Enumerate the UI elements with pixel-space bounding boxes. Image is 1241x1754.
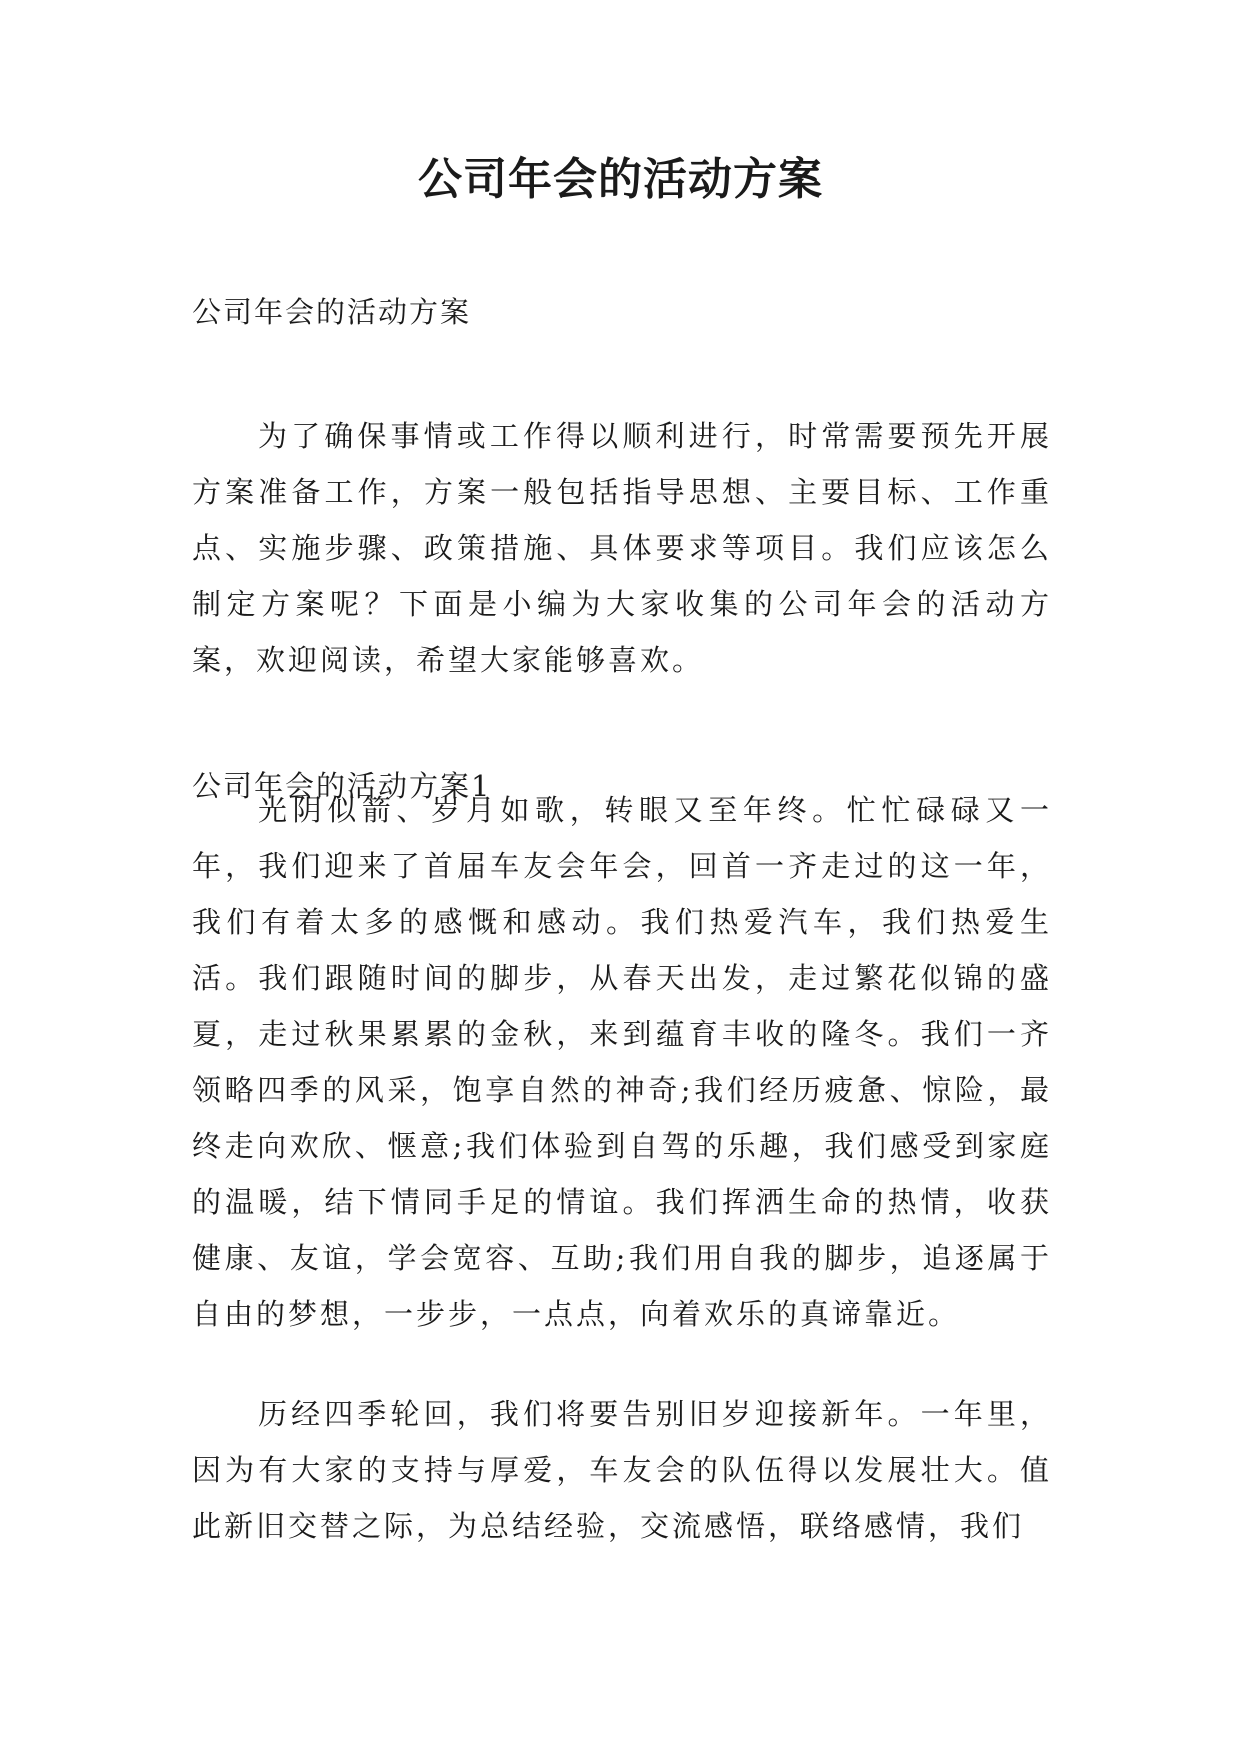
section-paragraph: 历经四季轮回，我们将要告别旧岁迎接新年。一年里，因为有大家的支持与厚爱，车友会的队伍得以发展壮大。值此新旧交替之际，为总结经验，交流感悟，联络感情，我们 [192, 1397, 1052, 1543]
section-heading: 公司年会的活动方案1 [192, 769, 492, 803]
intro-paragraph: 为了确保事情或工作得以顺利进行，时常需要预先开展方案准备工作，方案一般包括指导思想、主要目标、工作重点、实施步骤、政策措施、具体要求等项目。我们应该怎么制定方案呢？下面是小编为大家收集的公司年会的活动方案，欢迎阅读，希望大家能够喜欢。 [192, 419, 1052, 677]
document-title: 公司年会的活动方案 [418, 154, 823, 205]
section-paragraph: 光阴似箭、岁月如歌，转眼又至年终。忙忙碌碌又一年，我们迎来了首届车友会年会，回首一齐走过的这一年，我们有着太多的感慨和感动。我们热爱汽车，我们热爱生活。我们跟随时间的脚步，从春天出发，走过繁花似锦的盛夏，走过秋果累累的金秋，来到蕴育丰收的隆冬。我们一齐领略四季的风采，饱享自然的神奇;我们经历疲惫、惊险，最终走向欢欣、惬意;我们体验到自驾的乐趣，我们感受到家庭的温暖，结下情同手足的情谊。我们挥洒生命的热情，收获健康、友谊，学会宽容、互助;我们用自我的脚步，追逐属于自由的梦想，一步步，一点点，向着欢乐的真谛靠近。 [192, 793, 1052, 1331]
document-subtitle: 公司年会的活动方案 [192, 295, 472, 329]
